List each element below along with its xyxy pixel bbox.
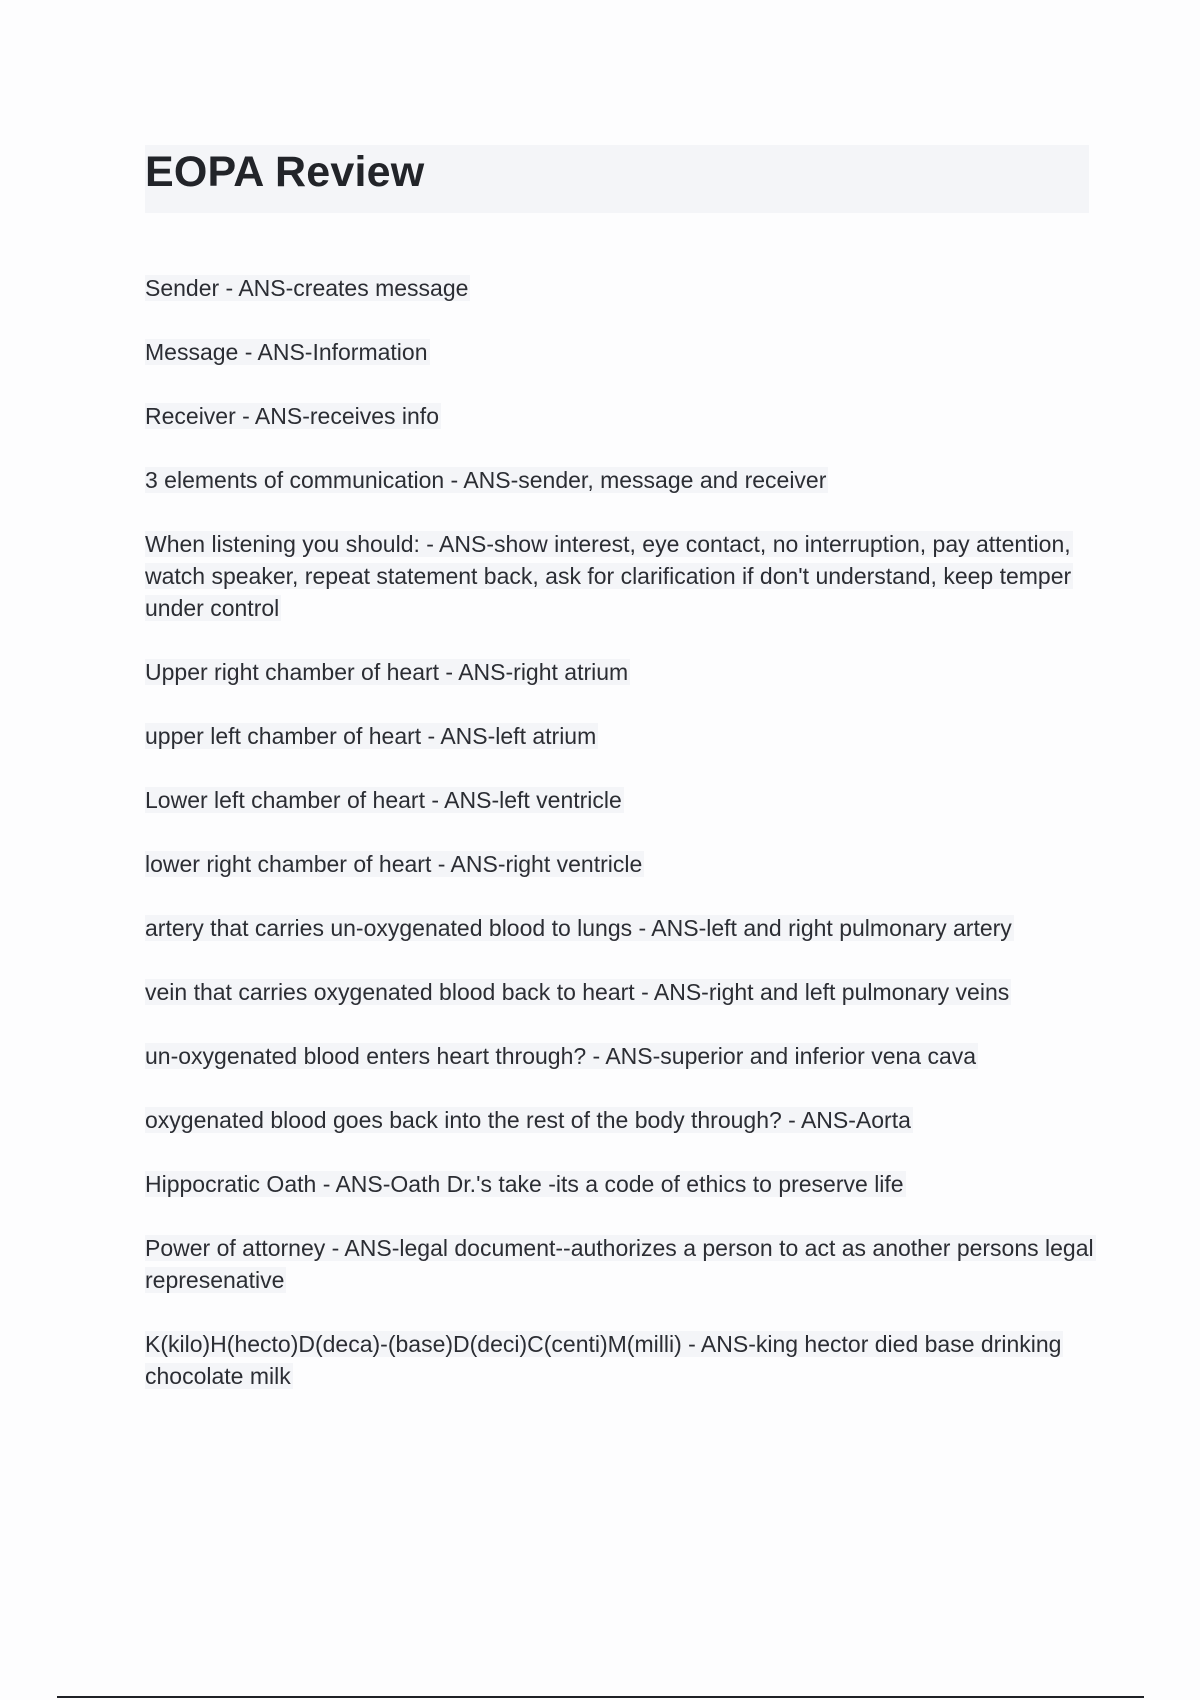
qa-text: vein that carries oxygenated blood back to heart - ANS-right and left pulmonary veins [145, 979, 1010, 1005]
qa-text: artery that carries un-oxygenated blood to lungs - ANS-left and right pulmonary artery [145, 915, 1012, 941]
qa-text: Power of attorney - ANS-legal document--authorizes a person to act as another persons legal represenative [145, 1235, 1094, 1293]
qa-item [145, 400, 1095, 432]
qa-item [145, 272, 1095, 304]
qa-text: lower right chamber of heart - ANS-right ventricle [145, 851, 643, 877]
qa-item [145, 1040, 1095, 1072]
footer-rule [57, 1696, 1144, 1698]
qa-text: 3 elements of communication - ANS-sender, message and receiver [145, 467, 827, 493]
qa-item [145, 1328, 1095, 1392]
qa-text: oxygenated blood goes back into the rest of the body through? - ANS-Aorta [145, 1107, 911, 1133]
page-title: EOPA Review [145, 148, 425, 196]
qa-item [145, 1104, 1095, 1136]
qa-text: Sender - ANS-creates message [145, 275, 469, 301]
qa-text: Receiver - ANS-receives info [145, 403, 439, 429]
qa-text: upper left chamber of heart - ANS-left atrium [145, 723, 597, 749]
qa-item [145, 1168, 1095, 1200]
qa-text: Lower left chamber of heart - ANS-left ventricle [145, 787, 622, 813]
qa-item [145, 1232, 1095, 1296]
qa-text: Message - ANS-Information [145, 339, 428, 365]
qa-item [145, 528, 1095, 624]
qa-item [145, 720, 1095, 752]
qa-item [145, 848, 1095, 880]
qa-text: K(kilo)H(hecto)D(deca)-(base)D(deci)C(centi)M(milli) - ANS-king hector died base drinking chocolate milk [145, 1331, 1062, 1389]
qa-text: Upper right chamber of heart - ANS-right atrium [145, 659, 629, 685]
qa-text: Hippocratic Oath - ANS-Oath Dr.'s take -its a code of ethics to preserve life [145, 1171, 904, 1197]
qa-item [145, 912, 1095, 944]
qa-list [145, 272, 1095, 1392]
qa-item [145, 976, 1095, 1008]
qa-item [145, 656, 1095, 688]
qa-item [145, 784, 1095, 816]
qa-item [145, 336, 1095, 368]
qa-item [145, 464, 1095, 496]
qa-text: un-oxygenated blood enters heart through? - ANS-superior and inferior vena cava [145, 1043, 977, 1069]
qa-text: When listening you should: - ANS-show interest, eye contact, no interruption, pay attention, watch speaker, repeat statement back, ask for clarification if don't understand, keep temper under control [145, 531, 1072, 621]
